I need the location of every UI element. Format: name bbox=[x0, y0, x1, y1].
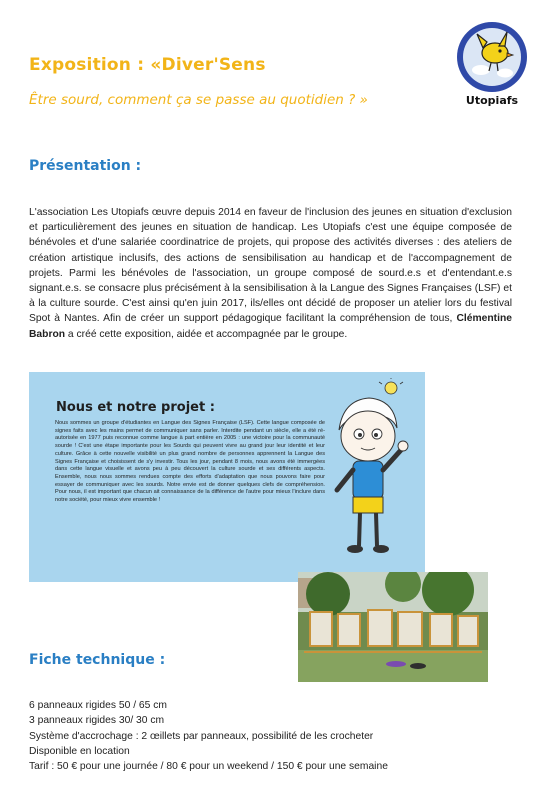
poster-title: Nous et notre projet : bbox=[56, 400, 215, 415]
page-title: Exposition : «Diver'Sens bbox=[29, 55, 266, 75]
list-item: Disponible en location bbox=[29, 745, 130, 757]
technical-specs-list bbox=[29, 698, 388, 774]
list-item: 3 panneaux rigides 30/ 30 cm bbox=[29, 715, 165, 727]
presentation-text: L'association Les Utopiafs œuvre depuis 2014 en faveur de l'inclusion des jeunes en situation d'exclusion et particulièrement des jeunes en situation de handicap. Les Utopiafs c'est une équipe composée de bénévoles et d'une salariée coordinatrice de projets, qui propose des activités diverses : des ateliers de création artistique inclusifs, des actions de sensibilisation au handicap et de l'accompagnement de projets. Parmi les bénévoles de l'association, un groupe composé de sourd.e.s et d'entendant.e.s signant.e.s. se consacre plus précisément à la sensibilisation à la Langue des Signes Françaises (LSF) et à la culture sourde. C'est ainsi qu'en juin 2017, ils/elles ont décidé de proposer un atelier lors du festival Spot à Nantes. Afin de créer un support pédagogique facilitant la compréhension de tous, bbox=[29, 207, 512, 325]
page-subtitle: Être sourd, comment ça se passe au quotidien ? » bbox=[29, 92, 368, 108]
presentation-text-end: a créé cette exposition, aidée et accompagnée par le groupe. bbox=[67, 328, 348, 340]
fiche-technique-heading: Fiche technique : bbox=[29, 652, 166, 668]
utopiafs-logo bbox=[455, 20, 529, 108]
list-item: Système d'accrochage : 2 œillets par panneaux, possibilité de les crocheter bbox=[29, 730, 374, 742]
list-item: 6 panneaux rigides 50 / 65 cm bbox=[29, 700, 167, 711]
poster-text: Nous sommes un groupe d'étudiantes en Langue des Signes Française (LSF). Cette langue composée de signes faits avec les mains permet de communiquer sans parler. Interdite pendant un siècle, elle a été ré-autorisée en 1977 puis reconnue comme langue à part entière en 2005 : une victoire pour la communauté sourde ! C'est une étape importante pour les Sourds qui peuvent vivre au grand jour leur identité et leur culture. Grâce à cette nouvelle visibilité un plus grand nombre de personnes apprennent la Langue des Signes Française et choisissent de s'y investir. Tous les jour, pendant 8 mois, nous avons été immergées dans cette langue visuelle et avons peu à peu découvert la culture sourde et ses différents aspects. Ensemble, nous nous sommes rendues compte des efforts d'adaptation que nous pouvons faire pour essayer de communiquer avec les sourds. Notre envie est de donner quelques clefs de compréhension. Pour nous, il est important que chacun ait connaissance de la différence de l'autre pour mieux l'inclure dans notre société, pour mieux vivre ensemble ! bbox=[55, 420, 325, 504]
exhibition-photo bbox=[298, 572, 488, 682]
list-item: Tarif : 50 € pour une journée / 80 € pour un weekend / 150 € pour une semaine bbox=[29, 761, 388, 773]
character-illustration bbox=[319, 378, 425, 578]
logo-text: Utopiafs bbox=[465, 94, 519, 107]
presentation-heading: Présentation : bbox=[29, 158, 142, 174]
presentation-paragraph bbox=[29, 205, 512, 342]
project-poster bbox=[29, 372, 425, 582]
author-name: Clémentine Babron bbox=[29, 313, 512, 340]
